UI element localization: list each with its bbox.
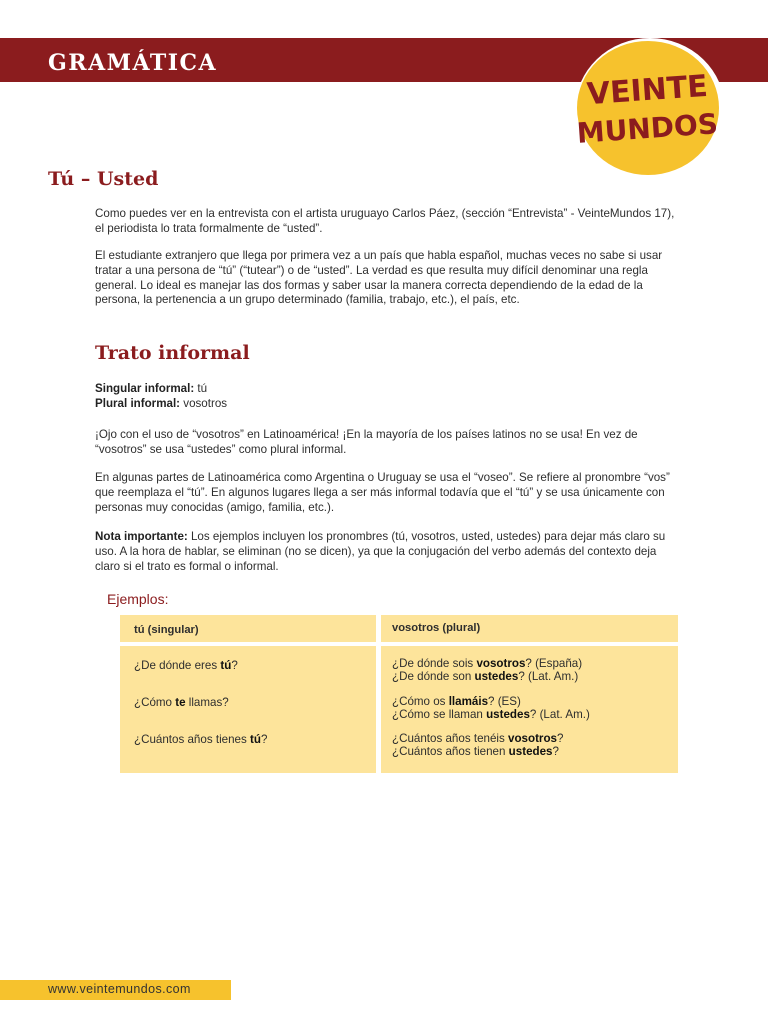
example-row-1-singular: ¿De dónde eres tú? — [134, 659, 238, 672]
example-row-3-singular: ¿Cuántos años tienes tú? — [134, 733, 268, 746]
examples-label: Ejemplos: — [107, 591, 169, 607]
table-header-plural — [381, 615, 678, 642]
note-label: Nota importante: — [95, 530, 188, 543]
footer-url-link[interactable]: www.veintemundos.com — [48, 982, 191, 996]
table-header-singular — [120, 615, 376, 642]
col1-header: tú (singular) — [134, 624, 199, 636]
logo-word-1: VEINTE — [585, 68, 709, 113]
note-text: Los ejemplos incluyen los pronombres (tú, vosotros, usted, ustedes) para dejar más claro su uso. A la hora de hablar, se eliminan (no se dicen), ya que la conjugación del verbo además del contexto deja claro si el trato es formal o informal. — [95, 530, 666, 573]
paragraph-vosotros: ¡Ojo con el uso de “vosotros” en Latinoamérica! ¡En la mayoría de los países latinos no se usa! En vez de “vosotros” se usa “ustedes” como plural informal. — [95, 428, 638, 456]
section-title: GRAMÁTICA — [48, 50, 218, 76]
heading-tu-usted: Tú – Usted — [48, 168, 159, 190]
veintemundos-logo[interactable] — [574, 36, 726, 184]
example-row-2-singular: ¿Cómo te llamas? — [134, 696, 229, 709]
example-row-3-plural-es: ¿Cuántos años tenéis vosotros? — [392, 732, 564, 745]
heading-trato-informal: Trato informal — [95, 342, 250, 364]
example-row-1-plural-latam: ¿De dónde son ustedes? (Lat. Am.) — [392, 670, 579, 683]
example-row-3-plural-latam: ¿Cuántos años tienen ustedes? — [392, 745, 559, 758]
singular-label: Singular informal: — [95, 382, 195, 395]
table-body-plural — [381, 646, 678, 773]
col2-header: vosotros (plural) — [392, 622, 481, 634]
paragraph-intro: Como puedes ver en la entrevista con el artista uruguayo Carlos Páez, (sección “Entrevista” - VeinteMundos 17), el periodista lo trata formalmente de “usted”. — [95, 207, 675, 235]
paragraph-voseo: En algunas partes de Latinoamérica como Argentina o Uruguay se usa el “voseo”. Se refiere al pronombre “vos” que reemplaza el “tú”. En algunos lugares llega a ser más informal todavía que el “tú” y se usa únicamente con personas muy conocidas (amigo, familia, etc.). — [95, 471, 670, 514]
table-body-singular — [120, 646, 376, 773]
plural-label: Plural informal: — [95, 396, 181, 410]
pronoun-list — [95, 382, 680, 412]
paragraph-student: El estudiante extranjero que llega por primera vez a un país que habla español, muchas veces no sabe si usar tratar a una persona de “tú” (“tutear”) o de “usted”. La verdad es que resulta muy difícil denominar una regla general. Lo ideal es manejar las dos formas y saber usar la manera correcta dependiendo de la edad de la persona, la pertenencia a un grupo determinado (familia, trabajo, etc.), el país, etc. — [95, 249, 663, 307]
example-row-2-plural-es: ¿Cómo os llamáis? (ES) — [392, 695, 521, 708]
logo-word-2: MUNDOS — [575, 107, 719, 150]
example-row-1-plural-es: ¿De dónde sois vosotros? (España) — [392, 657, 583, 670]
example-row-2-plural-latam: ¿Cómo se llaman ustedes? (Lat. Am.) — [392, 708, 590, 721]
singular-value: tú — [194, 382, 208, 395]
paragraph-note — [95, 530, 680, 574]
plural-value: vosotros — [180, 396, 228, 410]
